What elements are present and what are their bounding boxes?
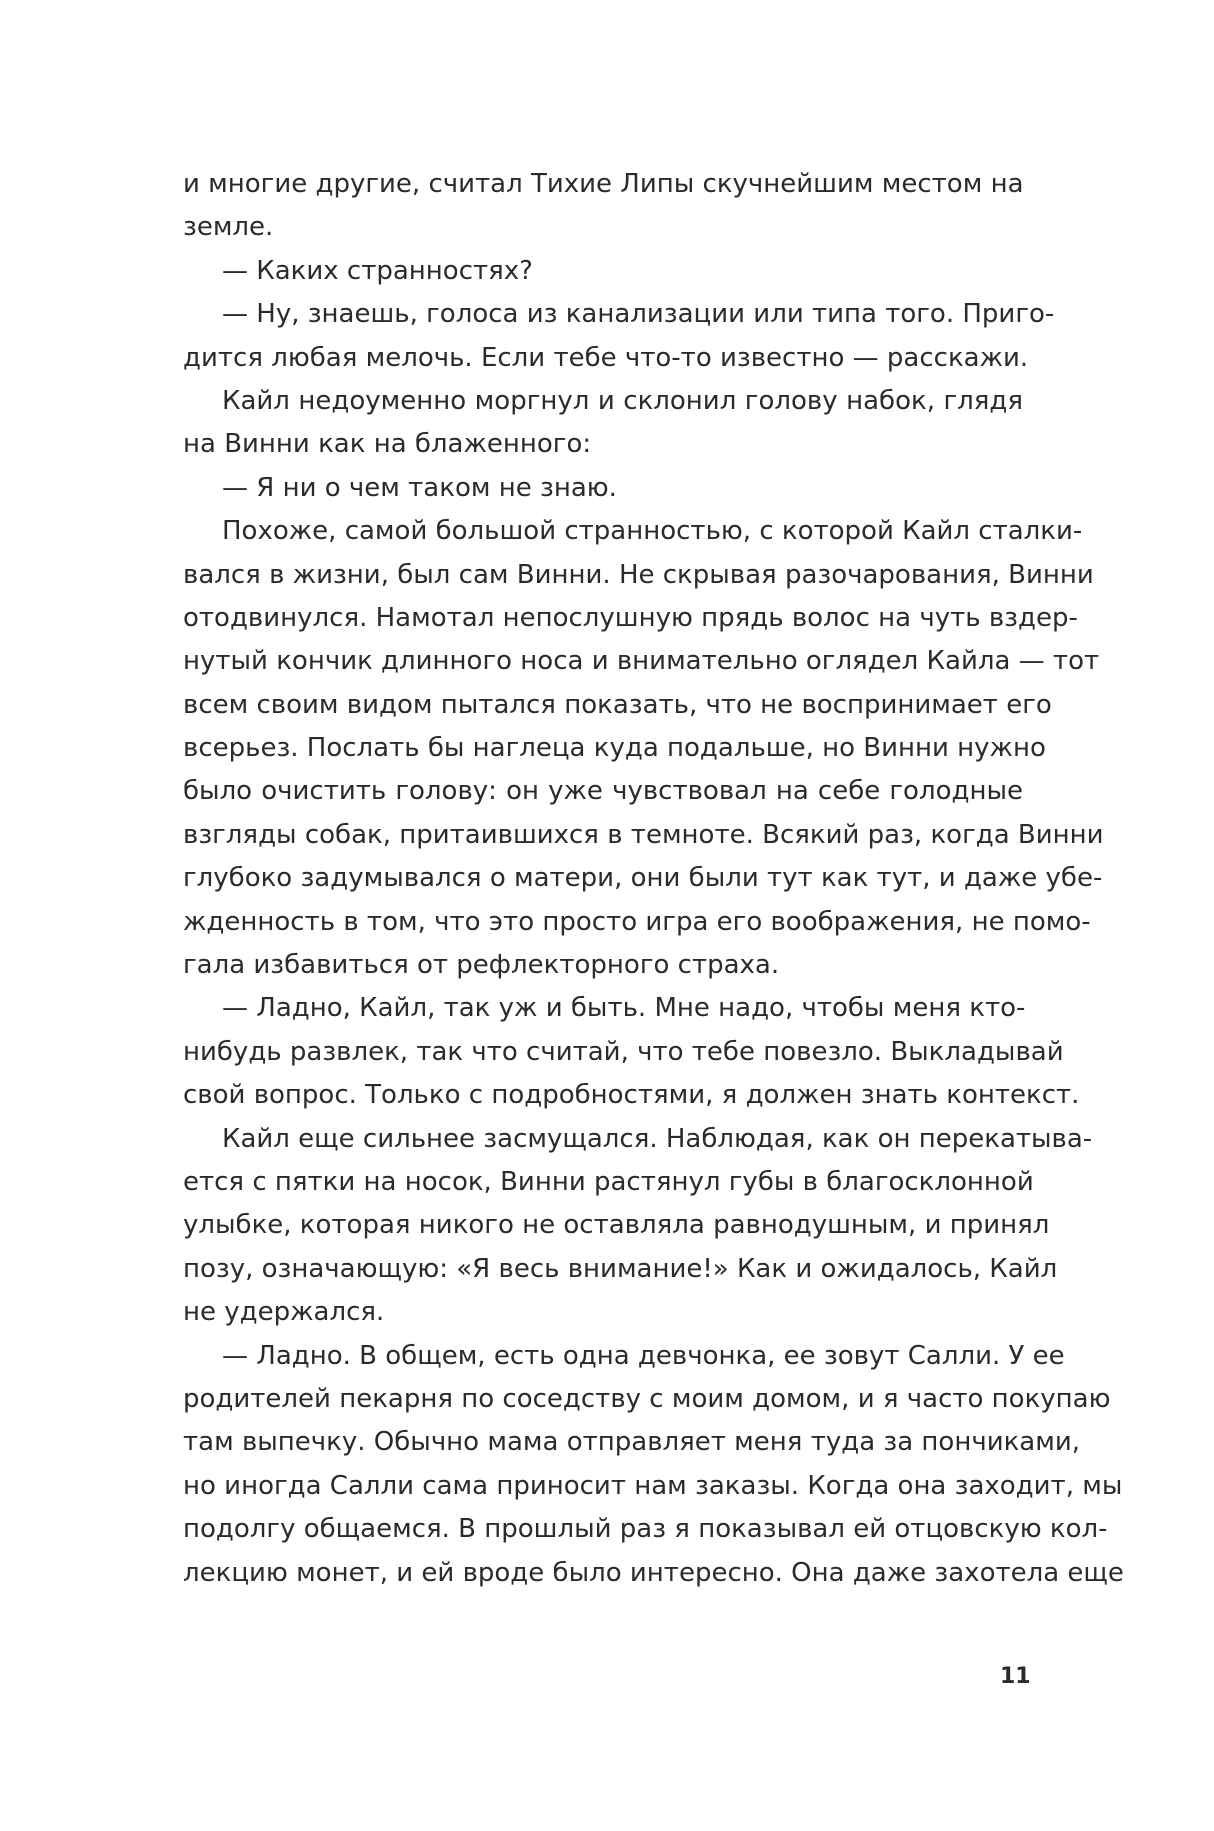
page-number: 11 xyxy=(1000,1664,1031,1689)
text-line: — Ладно, Кайл, так уж и быть. Мне надо, чтобы меня кто- xyxy=(222,993,1026,1024)
text-line: всерьез. Послать бы наглеца куда подальше, но Винни нужно xyxy=(183,733,1046,764)
text-line: было очистить голову: он уже чувствовал на себе голодные xyxy=(183,776,1023,807)
text-line: Кайл еще сильнее засмущался. Наблюдая, как он перекатыва- xyxy=(222,1123,1093,1154)
text-line: — Каких странностях? xyxy=(222,255,533,286)
text-line: и многие другие, считал Тихие Липы скучнейшим местом на xyxy=(183,169,1024,199)
text-line: — Я ни о чем таком не знаю. xyxy=(222,472,617,503)
text-line: Похоже, самой большой странностью, с которой Кайл сталки- xyxy=(222,516,1083,547)
text-line: гала избавиться от рефлекторного страха. xyxy=(183,950,780,981)
text-line: всем своим видом пытался показать, что не воспринимает его xyxy=(183,689,1052,720)
text-line: глубоко задумывался о матери, они были тут как тут, и даже убе- xyxy=(183,863,1103,894)
text-line: на Винни как на блаженного: xyxy=(183,429,592,460)
text-line: не удержался. xyxy=(183,1297,385,1328)
text-line: нутый кончик длинного носа и внимательно оглядел Кайла — тот xyxy=(183,646,1100,677)
text-line: Кайл недоуменно моргнул и склонил голову набок, глядя xyxy=(222,385,1023,416)
text-line: там выпечку. Обычно мама отправляет меня туда за пончиками, xyxy=(183,1427,1080,1458)
text-line: отодвинулся. Намотал непослушную прядь волос на чуть вздер- xyxy=(183,602,1078,633)
text-line: дится любая мелочь. Если тебе что-то известно — расскажи. xyxy=(183,342,1029,373)
text-line: вался в жизни, был сам Винни. Не скрывая разочарования, Винни xyxy=(183,559,1094,590)
text-line: подолгу общаемся. В прошлый раз я показывал ей отцовскую кол- xyxy=(183,1514,1108,1545)
text-line: улыбке, которая никого не оставляла равнодушным, и принял xyxy=(183,1210,1050,1241)
text-line: лекцию монет, и ей вроде было интересно. Она даже захотела еще xyxy=(183,1557,1124,1588)
text-line: — Ладно. В общем, есть одна девчонка, ее зовут Салли. У ее xyxy=(222,1340,1065,1371)
text-line: свой вопрос. Только с подробностями, я должен знать контекст. xyxy=(183,1080,1080,1111)
text-line: родителей пекарня по соседству с моим домом, и я часто покупаю xyxy=(183,1383,1111,1414)
text-line: земле. xyxy=(183,212,274,243)
page-body-text xyxy=(183,163,1124,1595)
text-line: но иногда Салли сама приносит нам заказы. Когда она заходит, мы xyxy=(183,1470,1123,1501)
text-line: нибудь развлек, так что считай, что тебе повезло. Выкладывай xyxy=(183,1036,1064,1067)
text-line: ется с пятки на носок, Винни растянул губы в благосклонной xyxy=(183,1166,1034,1197)
text-line: взгляды собак, притаившихся в темноте. Всякий раз, когда Винни xyxy=(183,819,1104,850)
text-line: позу, означающую: «Я весь внимание!» Как и ожидалось, Кайл xyxy=(183,1253,1058,1284)
text-line: — Ну, знаешь, голоса из канализации или типа того. Приго- xyxy=(222,299,1055,330)
text-line: жденность в том, что это просто игра его воображения, не помо- xyxy=(183,906,1091,937)
